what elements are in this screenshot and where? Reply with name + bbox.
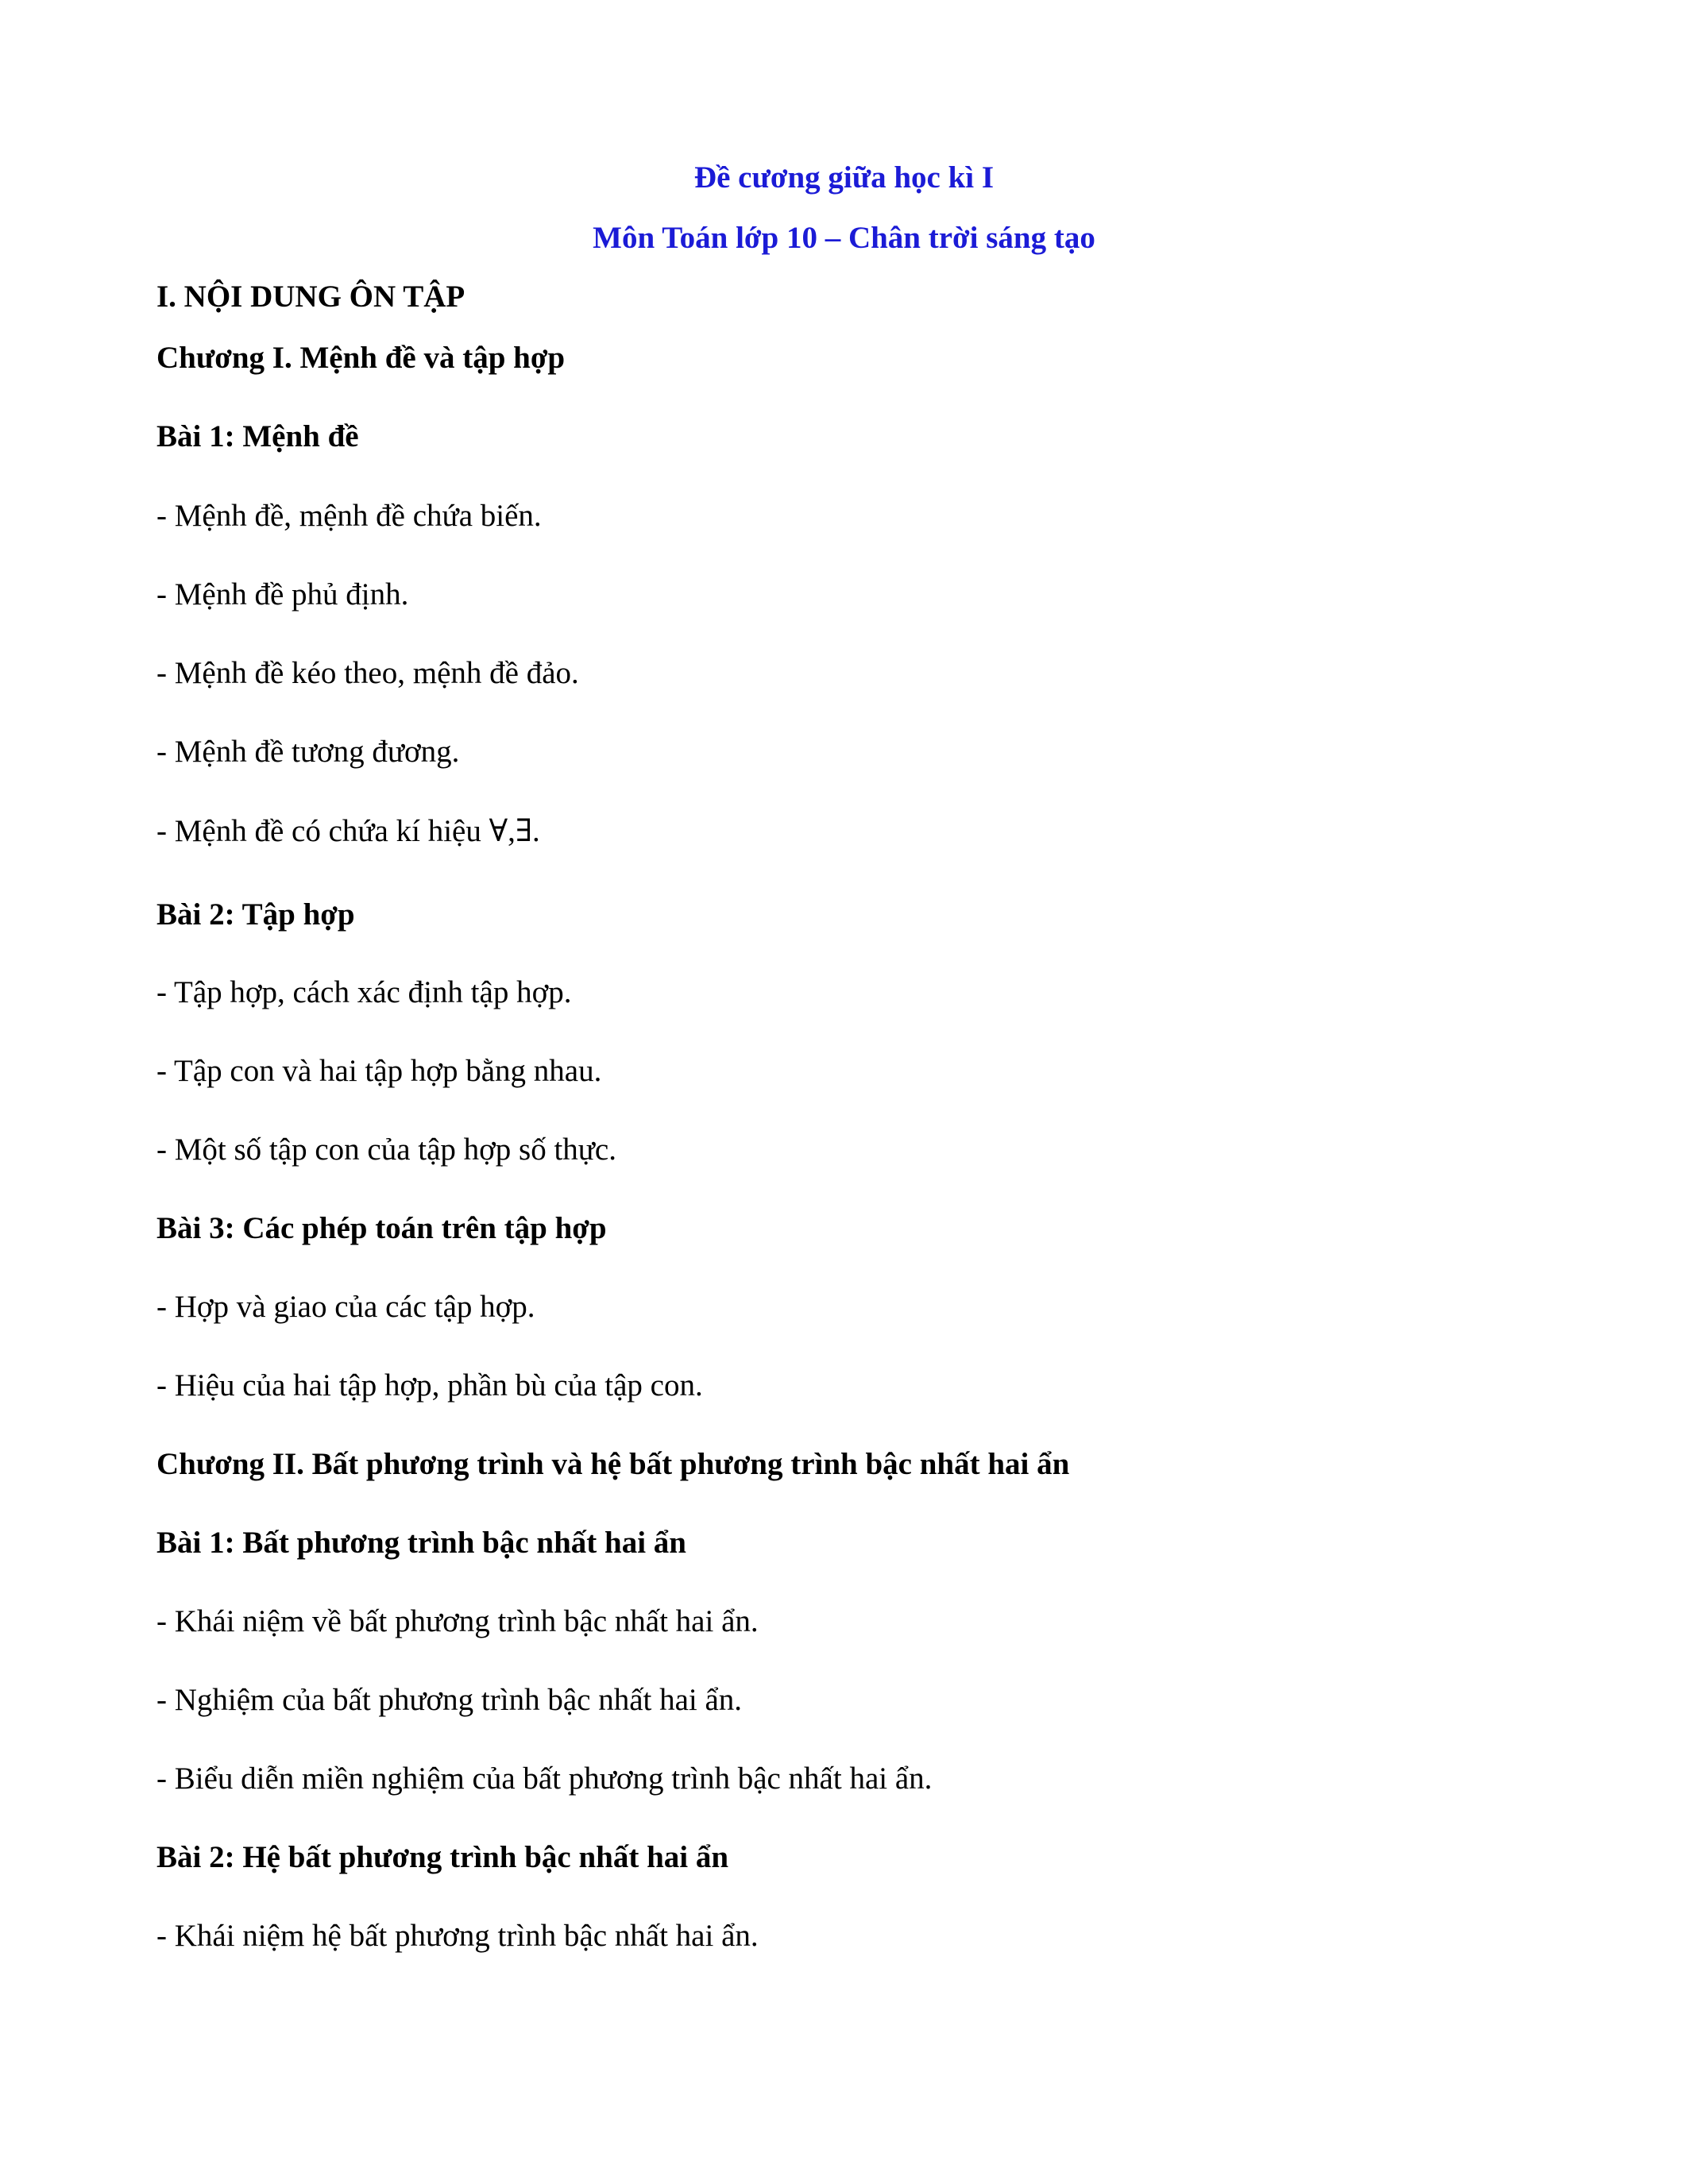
chapter-2-heading: Chương II. Bất phương trình và hệ bất phương trình bậc nhất hai ẩn: [156, 1447, 1070, 1481]
lesson-1-2-heading: Bài 2: Tập hợp: [156, 897, 355, 932]
lesson-1-1-heading: Bài 1: Mệnh đề: [156, 419, 359, 453]
chapter-1-heading: Chương I. Mệnh đề và tập hợp: [156, 341, 566, 375]
list-item: - Mệnh đề kéo theo, mệnh đề đảo.: [156, 656, 579, 690]
list-item: - Tập hợp, cách xác định tập hợp.: [156, 975, 572, 1009]
list-item: - Mệnh đề có chứa kí hiệu ∀,∃.: [156, 814, 540, 848]
list-item: - Tập con và hai tập hợp bằng nhau.: [156, 1054, 602, 1088]
lesson-1-3-heading: Bài 3: Các phép toán trên tập hợp: [156, 1211, 607, 1245]
lesson-2-2-heading: Bài 2: Hệ bất phương trình bậc nhất hai ẩn: [156, 1840, 729, 1874]
list-item: - Khái niệm hệ bất phương trình bậc nhất hai ẩn.: [156, 1919, 759, 1953]
document-subtitle: Môn Toán lớp 10 – Chân trời sáng tạo: [593, 221, 1095, 255]
list-item: - Hiệu của hai tập hợp, phần bù của tập con.: [156, 1368, 703, 1403]
list-item: - Mệnh đề tương đương.: [156, 735, 460, 769]
document-title: Đề cương giữa học kì I: [693, 160, 995, 195]
list-item: - Biểu diễn miền nghiệm của bất phương trình bậc nhất hai ẩn.: [156, 1761, 933, 1796]
list-item: - Nghiệm của bất phương trình bậc nhất hai ẩn.: [156, 1683, 743, 1717]
list-item: - Một số tập con của tập hợp số thực.: [156, 1133, 616, 1167]
list-item: - Khái niệm về bất phương trình bậc nhất hai ẩn.: [156, 1604, 759, 1638]
section-heading: I. NỘI DUNG ÔN TẬP: [156, 280, 465, 314]
list-item: - Mệnh đề, mệnh đề chứa biến.: [156, 499, 542, 533]
list-item: - Mệnh đề phủ định.: [156, 577, 409, 612]
lesson-2-1-heading: Bài 1: Bất phương trình bậc nhất hai ẩn: [156, 1526, 686, 1560]
list-item: - Hợp và giao của các tập hợp.: [156, 1290, 535, 1324]
